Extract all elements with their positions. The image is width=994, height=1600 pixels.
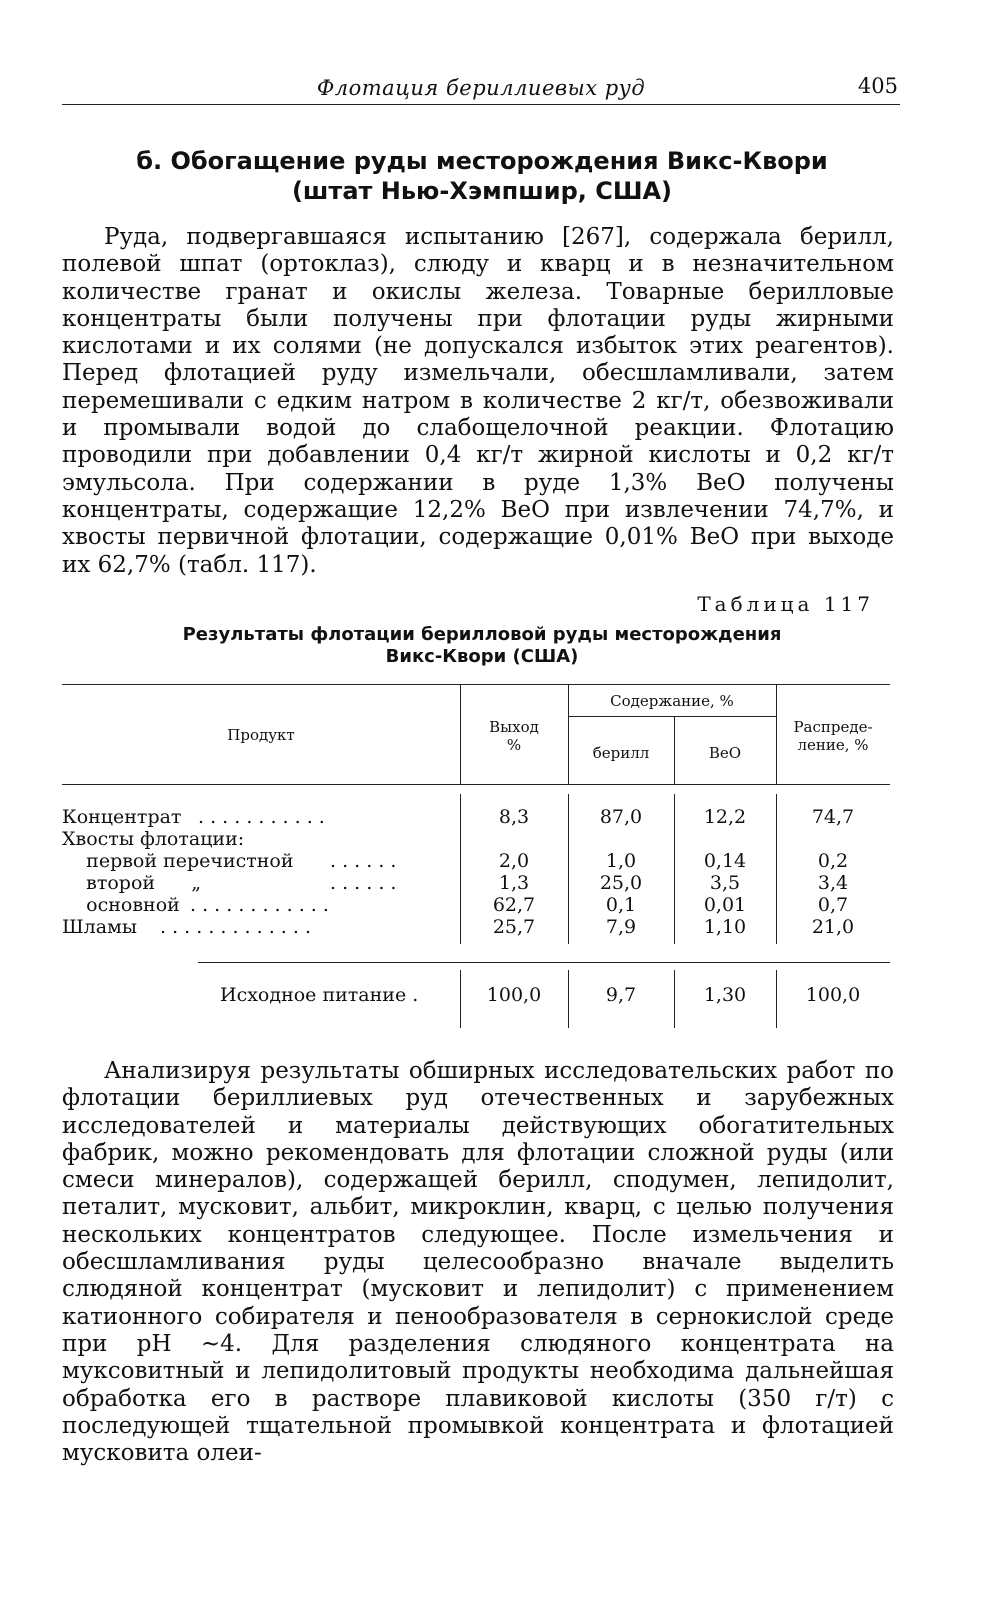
- cell-beo: 1,10: [703, 916, 747, 938]
- cell-yield: 62,7: [492, 894, 536, 916]
- total-yield: 100,0: [486, 984, 542, 1006]
- cell-beo: 12,2: [703, 806, 747, 828]
- cell-yield: 8,3: [498, 806, 530, 828]
- running-title: Флотация бериллиевых руд: [316, 76, 646, 100]
- table-top-rule: [62, 684, 890, 685]
- cell-yield: 2,0: [498, 850, 530, 872]
- cell-beo: 0,01: [703, 894, 747, 916]
- row-label-group: Хвосты флотации:: [62, 828, 245, 850]
- header-yield-line2: %: [506, 736, 522, 754]
- header-distribution-line2: ление, %: [797, 736, 869, 754]
- section-title-line2: (штат Нью-Хэмпшир, США): [291, 177, 673, 205]
- row-leader-dots: . . . . . .: [330, 850, 397, 872]
- cell-distribution: 21,0: [811, 916, 855, 938]
- paragraph-recommendation-text: Анализируя результаты обширных исследовательских работ по флотации бериллиевых руд отечественных и зарубежных исследователей и материалы действующих обогатительных фабрик, можно рекомендовать для флотации сложной руды (или смеси минералов), содержащей берилл, сподумен, лепидолит, петалит, мусковит, альбит, микроклин, кварц, с целью получения нескольких концентратов следующее. После измельчения и обесшламливания руды целесообразно вначале выделить слюдяной концентрат (мусковит и лепидолит) с применением катионного собирателя и пенообразователя в сернокислой среде при pH ~4. Для разделения слюдяного концентрата на муксовитный и лепидолитовый продукты необходима дальнейшая обработка его в растворе плавиковой кислоты (350 г/т) с последующей тщательной промывкой концентрата и флотацией мусковита олеи-: [62, 1058, 894, 1467]
- row-label: Шламы: [62, 916, 137, 938]
- cell-beryl: 1,0: [605, 850, 637, 872]
- row-label: Концентрат: [62, 806, 182, 828]
- table-label: Таблица 117: [697, 592, 874, 616]
- total-beo: 1,30: [703, 984, 747, 1006]
- cell-distribution: 0,7: [817, 894, 849, 916]
- table-caption-line1: Результаты флотации берилловой руды месторождения: [182, 624, 782, 645]
- header-product: Продукт: [227, 726, 295, 744]
- cell-distribution: 3,4: [817, 872, 849, 894]
- cell-distribution: 74,7: [811, 806, 855, 828]
- page-number: 405: [857, 74, 898, 98]
- paragraph-intro: [62, 224, 894, 579]
- running-header: [62, 76, 900, 105]
- cell-beryl: 87,0: [599, 806, 643, 828]
- header-yield-line1: Выход: [489, 718, 539, 736]
- cell-beryl: 7,9: [605, 916, 637, 938]
- header-distribution-line1: Распреде-: [793, 718, 873, 736]
- row-label: первой перечистной: [62, 850, 294, 872]
- table-caption-line2: Викс-Квори (США): [385, 646, 579, 667]
- cell-yield: 1,3: [498, 872, 530, 894]
- results-table: [62, 680, 890, 1030]
- header-bottom-rule: [62, 784, 890, 785]
- section-title: [62, 146, 902, 206]
- row-label: второй „: [62, 872, 202, 894]
- row-leader-dots: . . . . . .: [330, 872, 397, 894]
- total-beryl: 9,7: [605, 984, 637, 1006]
- header-beo: BeO: [708, 744, 742, 762]
- section-title-line1: б. Обогащение руды месторождения Викс-Квори: [136, 147, 828, 175]
- paragraph-intro-text: Руда, подвергавшаяся испытанию [267], содержала берилл, полевой шпат (ортоклаз), слюду и кварц и в незначительном количестве гранат и окислы железа. Товарные берилловые концентраты были получены при флотации руды жирными кислотами и их солями (не допускался избыток этих реагентов). Перед флотацией руду измельчали, обесшламливали, затем перемешивали с едким натром в количестве 2 кг/т, обезвоживали и промывали водой до слабощелочной реакции. Флотацию проводили при добавлении 0,4 кг/т жирной кислоты и 0,2 кг/т эмульсола. При содержании в руде 1,3% BeO получены концентраты, содержащие 12,2% BeO при извлечении 74,7%, и хвосты первичной флотации, содержащие 0,01% BeO при выходе их 62,7% (табл. 117).: [62, 224, 894, 578]
- header-content: Содержание, %: [610, 692, 734, 710]
- header-yield: [460, 718, 568, 754]
- cell-beo: 0,14: [703, 850, 747, 872]
- cell-yield: 25,7: [492, 916, 536, 938]
- content-header-rule: [568, 716, 776, 717]
- cell-beryl: 25,0: [599, 872, 643, 894]
- cell-beryl: 0,1: [605, 894, 637, 916]
- cell-beo: 3,5: [709, 872, 741, 894]
- row-leader-dots: . . . . . . . . . . . . .: [160, 916, 311, 938]
- row-label: основной: [62, 894, 180, 916]
- row-leader-dots: . . . . . . . . . . .: [198, 806, 325, 828]
- total-distribution: 100,0: [805, 984, 861, 1006]
- total-separator-rule: [198, 962, 890, 963]
- row-leader-dots: . . . . . . . . . . . .: [190, 894, 329, 916]
- total-row-label: Исходное питание .: [220, 984, 419, 1006]
- cell-distribution: 0,2: [817, 850, 849, 872]
- header-distribution: [776, 718, 890, 754]
- paragraph-recommendation: [62, 1058, 894, 1467]
- header-beryl: берилл: [592, 744, 650, 762]
- table-caption: [62, 624, 902, 668]
